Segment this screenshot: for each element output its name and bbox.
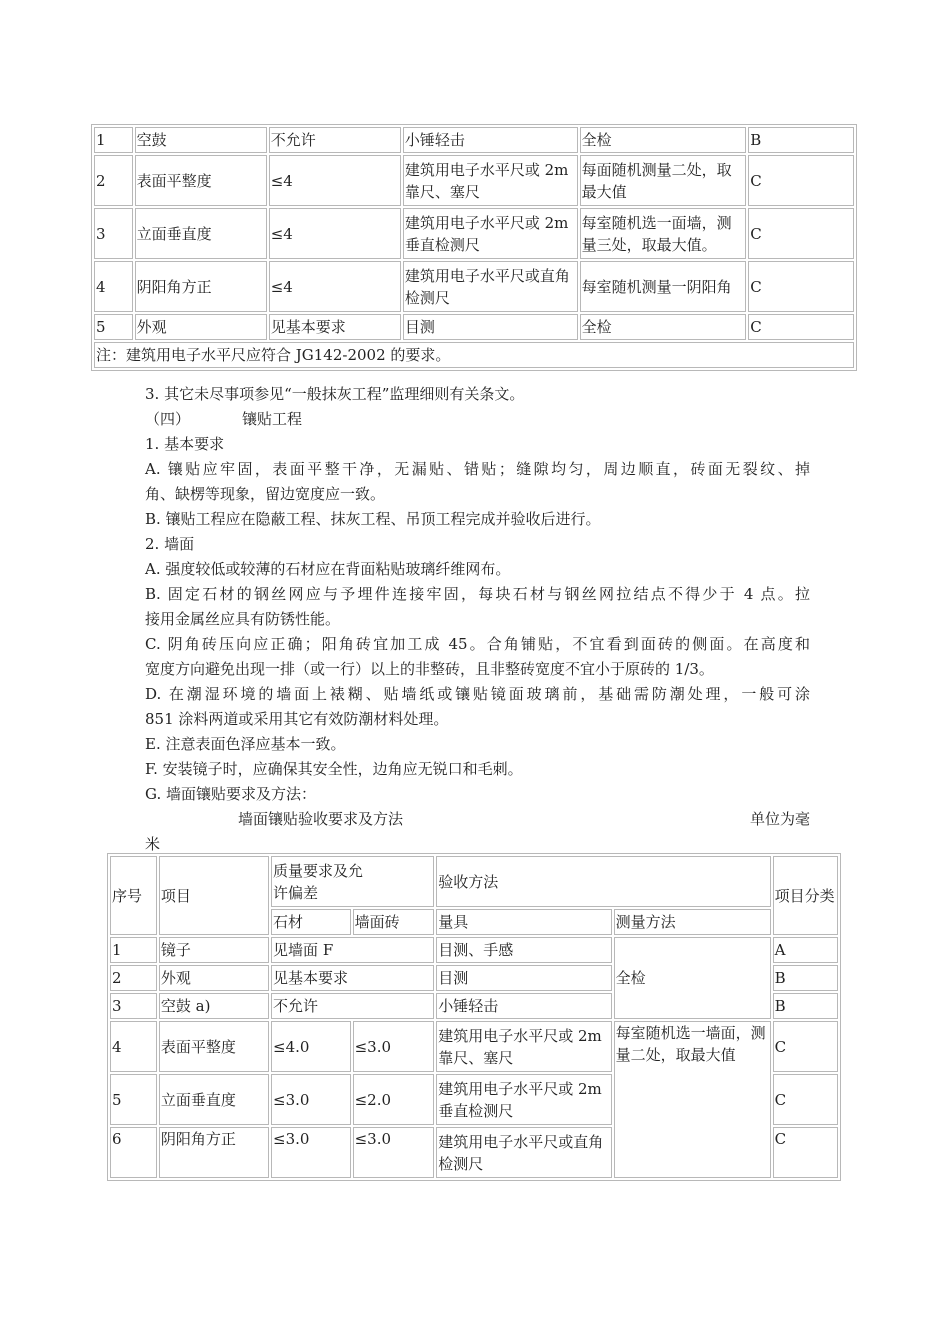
cell-stone: ≤4.0 bbox=[271, 1021, 351, 1072]
header-method: 验收方法 bbox=[436, 856, 770, 907]
cell-req: 见基本要求 bbox=[269, 314, 401, 340]
table-tiling-check bbox=[107, 853, 841, 1181]
table-row bbox=[94, 127, 854, 153]
text-line: B. 固定石材的钢丝网应与予埋件连接牢固，每块石材与钢丝网拉结点不得少于 4 点。拉 bbox=[145, 585, 810, 603]
cell-tool: 目测 bbox=[403, 314, 578, 340]
cell-no: 2 bbox=[110, 965, 157, 991]
header-no: 序号 bbox=[110, 856, 157, 935]
cell-no: 4 bbox=[94, 261, 133, 312]
table-row bbox=[94, 314, 854, 340]
cell-tool: 目测、手感 bbox=[436, 937, 611, 963]
cell-no: 5 bbox=[94, 314, 133, 340]
cell-tool: 建筑用电子水平尺或 2m 靠尺、塞尺 bbox=[436, 1021, 611, 1072]
text-line: D. 在潮湿环境的墙面上裱糊、贴墙纸或镶贴镜面玻璃前，基础需防潮处理，一般可涂 bbox=[145, 685, 810, 703]
text-line: G. 墙面镶贴要求及方法： bbox=[145, 785, 316, 803]
cell-no: 3 bbox=[94, 208, 133, 259]
section-heading bbox=[145, 407, 810, 432]
cell-item: 立面垂直度 bbox=[159, 1074, 269, 1125]
text-line: 2. 墙面 bbox=[145, 535, 195, 553]
cell-class: B bbox=[773, 965, 838, 991]
text-line: 3. 其它未尽事项参见“一般抹灰工程”监理细则有关条文。 bbox=[145, 385, 525, 403]
text-line: E. 注意表面色泽应基本一致。 bbox=[145, 735, 346, 753]
cell-req: ≤4 bbox=[269, 208, 401, 259]
cell-no: 4 bbox=[110, 1021, 157, 1072]
section-title: 镶贴工程 bbox=[242, 410, 303, 428]
body-text bbox=[145, 382, 810, 857]
cell-req: 不允许 bbox=[269, 127, 401, 153]
cell-method: 每室随机测量一阴阳角 bbox=[580, 261, 747, 312]
cell-method: 每室随机选一面墙，测量三处，取最大值。 bbox=[580, 208, 747, 259]
text-line: 851 涂料两道或采用其它有效防潮材料处理。 bbox=[145, 710, 449, 728]
cell-tool: 目测 bbox=[436, 965, 611, 991]
cell-class: C bbox=[748, 208, 854, 259]
cell-no: 6 bbox=[110, 1127, 157, 1178]
table-unit-tail: 米 bbox=[145, 835, 161, 853]
cell-item: 镜子 bbox=[159, 937, 269, 963]
cell-class: A bbox=[773, 937, 838, 963]
text-line: 接用金属丝应具有防锈性能。 bbox=[145, 610, 341, 628]
cell-class: B bbox=[748, 127, 854, 153]
cell-req: ≤4 bbox=[269, 155, 401, 206]
header-tool: 量具 bbox=[436, 909, 611, 935]
cell-req: ≤4 bbox=[269, 261, 401, 312]
table-row bbox=[94, 261, 854, 312]
cell-tool: 小锤轻击 bbox=[403, 127, 578, 153]
text-line: 宽度方向避免出现一排（或一行）以上的非整砖，且非整砖宽度不宜小于原砖的 1/3。 bbox=[145, 660, 714, 678]
cell-tool: 小锤轻击 bbox=[436, 993, 611, 1019]
cell-stone: ≤3.0 bbox=[271, 1127, 351, 1178]
cell-tile: ≤3.0 bbox=[353, 1127, 435, 1178]
cell-no: 1 bbox=[94, 127, 133, 153]
cell-class: B bbox=[773, 993, 838, 1019]
cell-item: 空鼓 bbox=[135, 127, 267, 153]
cell-measure-random: 每室随机选一墙面，测量二处，取最大值 bbox=[614, 1021, 771, 1178]
cell-tool: 建筑用电子水平尺或直角检测尺 bbox=[403, 261, 578, 312]
header-req: 质量要求及允许偏差 bbox=[271, 856, 434, 907]
cell-req: 不允许 bbox=[271, 993, 434, 1019]
cell-item: 阴阳角方正 bbox=[159, 1127, 269, 1178]
cell-method: 每面随机测量二处，取最大值 bbox=[580, 155, 747, 206]
cell-class: C bbox=[748, 261, 854, 312]
table-row bbox=[110, 1021, 838, 1072]
cell-stone: ≤3.0 bbox=[271, 1074, 351, 1125]
text-line: B. 镶贴工程应在隐蔽工程、抹灰工程、吊顶工程完成并验收后进行。 bbox=[145, 510, 601, 528]
text-line: 1. 基本要求 bbox=[145, 435, 225, 453]
text-line: A. 镶贴应牢固，表面平整干净，无漏贴、错贴；缝隙均匀，周边顺直，砖面无裂纹、掉 bbox=[145, 460, 810, 478]
table-note: 注：建筑用电子水平尺应符合 JG142-2002 的要求。 bbox=[94, 342, 854, 368]
cell-item: 表面平整度 bbox=[135, 155, 267, 206]
cell-item: 阴阳角方正 bbox=[135, 261, 267, 312]
text-line: F. 安装镜子时，应确保其安全性，边角应无锐口和毛刺。 bbox=[145, 760, 523, 778]
cell-method: 全检 bbox=[580, 127, 747, 153]
table-plaster-check bbox=[91, 124, 857, 371]
cell-item: 立面垂直度 bbox=[135, 208, 267, 259]
cell-class: C bbox=[773, 1021, 838, 1072]
table-title: 墙面镶贴验收要求及方法 bbox=[238, 810, 404, 828]
text-line: 角、缺楞等现象，留边宽度应一致。 bbox=[145, 485, 386, 503]
cell-method: 全检 bbox=[580, 314, 747, 340]
text-line: C. 阴角砖压向应正确；阳角砖宜加工成 45。合角铺贴，不宜看到面砖的侧面。在高度和 bbox=[145, 635, 810, 653]
cell-tool: 建筑用电子水平尺或 2m 垂直检测尺 bbox=[436, 1074, 611, 1125]
cell-item: 表面平整度 bbox=[159, 1021, 269, 1072]
cell-tool: 建筑用电子水平尺或 2m 垂直检测尺 bbox=[403, 208, 578, 259]
cell-no: 1 bbox=[110, 937, 157, 963]
cell-class: C bbox=[748, 314, 854, 340]
table-note-row bbox=[94, 342, 854, 368]
cell-req: 见墙面 F bbox=[271, 937, 434, 963]
table-row bbox=[94, 155, 854, 206]
table-caption bbox=[145, 807, 810, 832]
cell-class: C bbox=[773, 1074, 838, 1125]
table-unit: 单位为毫 bbox=[749, 810, 810, 828]
header-item: 项目 bbox=[159, 856, 269, 935]
cell-tile: ≤2.0 bbox=[353, 1074, 435, 1125]
cell-no: 2 bbox=[94, 155, 133, 206]
cell-item: 外观 bbox=[159, 965, 269, 991]
header-stone: 石材 bbox=[271, 909, 351, 935]
section-number: （四） bbox=[145, 410, 191, 428]
text-line: A. 强度较低或较薄的石材应在背面粘贴玻璃纤维网布。 bbox=[145, 560, 511, 578]
table-row bbox=[94, 208, 854, 259]
cell-item: 外观 bbox=[135, 314, 267, 340]
cell-tool: 建筑用电子水平尺或 2m 靠尺、塞尺 bbox=[403, 155, 578, 206]
cell-measure-full: 全检 bbox=[614, 937, 771, 1019]
table-header-row bbox=[110, 856, 838, 907]
cell-no: 3 bbox=[110, 993, 157, 1019]
cell-tool: 建筑用电子水平尺或直角检测尺 bbox=[436, 1127, 611, 1178]
cell-class: C bbox=[748, 155, 854, 206]
header-tile: 墙面砖 bbox=[353, 909, 435, 935]
header-class: 项目分类 bbox=[773, 856, 838, 935]
header-measure: 测量方法 bbox=[614, 909, 771, 935]
cell-no: 5 bbox=[110, 1074, 157, 1125]
cell-item: 空鼓 a) bbox=[159, 993, 269, 1019]
table-row bbox=[110, 937, 838, 963]
cell-tile: ≤3.0 bbox=[353, 1021, 435, 1072]
cell-class: C bbox=[773, 1127, 838, 1178]
cell-req: 见基本要求 bbox=[271, 965, 434, 991]
